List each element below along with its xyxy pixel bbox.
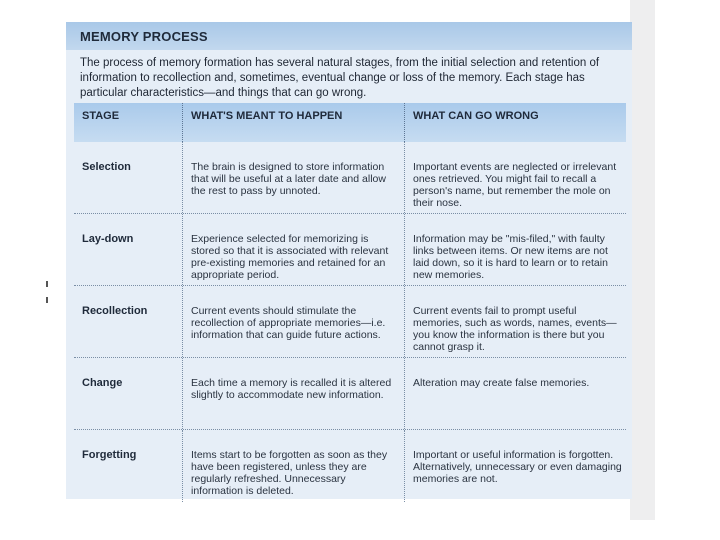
table-header-row xyxy=(74,103,626,142)
wrong-cell: Important events are neglected or irrelevant ones retrieved. You might fail to recall a person's name, but remember the mole on their nose. xyxy=(404,142,626,213)
memory-stages-table xyxy=(74,103,626,502)
scan-edge-strip xyxy=(630,0,655,520)
meant-cell: Each time a memory is recalled it is altered slightly to accommodate new information. xyxy=(182,358,404,429)
wrong-cell: Information may be "mis-filed," with faulty links between items. Or new items are not laid down, so it is hard to learn or to retain new memories. xyxy=(404,214,626,285)
intro-paragraph: The process of memory formation has several natural stages, from the initial selection and retention of information to recollection and, sometimes, eventual change or loss of the memory. Each stage has particular characteristics—and things that can go wrong. xyxy=(80,57,600,99)
title-band xyxy=(66,22,632,50)
table-row xyxy=(74,142,626,214)
wrong-cell: Current events fail to prompt useful memories, such as words, names, events—you know the information is there but you cannot grasp it. xyxy=(404,286,626,357)
wrong-cell: Alteration may create false memories. xyxy=(404,358,626,429)
header-meant-to-happen: WHAT'S MEANT TO HAPPEN xyxy=(182,103,404,142)
stage-cell: Forgetting xyxy=(82,449,137,461)
stage-cell: Change xyxy=(82,377,123,389)
meant-cell: Items start to be forgotten as soon as they have been registered, unless they are regularly refreshed. Unnecessary information is deleted. xyxy=(182,430,404,502)
table-row xyxy=(74,286,626,358)
meant-cell: Experience selected for memorizing is stored so that it is associated with relevant pre-existing memories and retained for an appropriate period. xyxy=(182,214,404,285)
table-row xyxy=(74,358,626,430)
table-row xyxy=(74,214,626,286)
page-title: MEMORY PROCESS xyxy=(80,29,208,44)
stage-cell: Selection xyxy=(82,161,131,173)
header-can-go-wrong: WHAT CAN GO WRONG xyxy=(404,103,626,142)
wrong-cell: Important or useful information is forgotten. Alternatively, unnecessary or even damaging memories are not. xyxy=(404,430,626,502)
table-row xyxy=(74,430,626,502)
stage-cell: Recollection xyxy=(82,305,148,317)
meant-cell: Current events should stimulate the recollection of appropriate memories—i.e. information that can guide future actions. xyxy=(182,286,404,357)
margin-mark xyxy=(46,281,48,287)
memory-process-page xyxy=(66,22,632,499)
margin-mark xyxy=(46,297,48,303)
stage-cell: Lay-down xyxy=(82,233,134,245)
meant-cell: The brain is designed to store information that will be useful at a later date and allow the rest to pass by unnoted. xyxy=(182,142,404,213)
header-stage: STAGE xyxy=(82,110,120,122)
